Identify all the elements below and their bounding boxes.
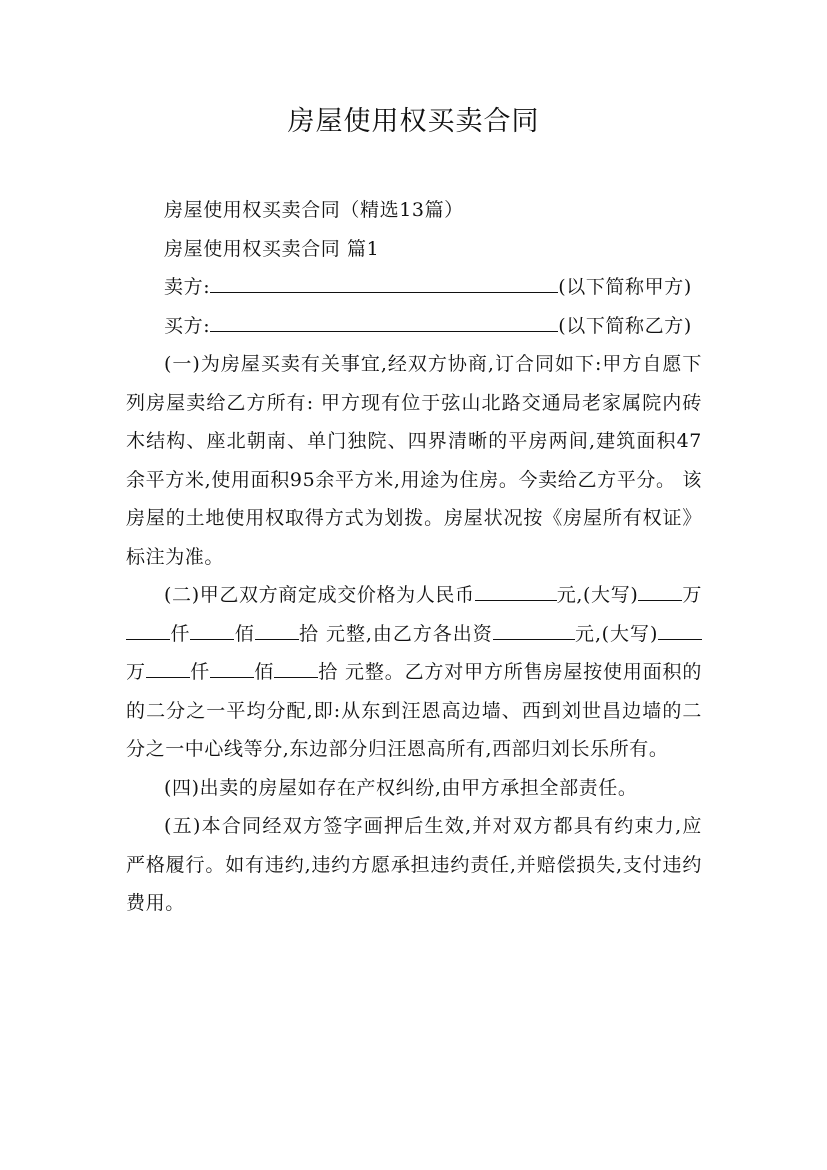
seller-line — [126, 268, 702, 307]
document-body — [126, 191, 702, 923]
buyer-label: 买方: — [164, 314, 211, 337]
price-blank — [475, 580, 557, 601]
shi-blank — [255, 619, 299, 640]
document-title: 房屋使用权买卖合同 — [287, 106, 540, 137]
unit-bai: 佰 — [253, 661, 275, 683]
clause-5: (五)本合同经双方签字画押后生效,并对双方都具有约束力,应严格履行。如有违约,违约方愿承担违约责任,并赔偿损失,支付违约费用。 — [126, 815, 702, 914]
contribution-blank — [493, 619, 575, 640]
seller-suffix: (以下简称甲方) — [558, 276, 692, 298]
unit-shi: 拾 — [318, 661, 339, 683]
unit-wan: 万 — [682, 584, 702, 606]
qian-blank-2 — [146, 657, 190, 678]
seller-blank — [210, 272, 558, 293]
buyer-line — [126, 307, 702, 346]
buyer-blank — [210, 311, 558, 332]
clause-2-text: (二)甲乙双方商定成交价格为人民币 — [164, 584, 475, 606]
bai-blank-2 — [210, 657, 254, 678]
buyer-suffix: (以下简称乙方) — [558, 314, 692, 337]
shi-blank-2 — [274, 657, 318, 678]
clause-2-text: 元,(大写) — [556, 584, 639, 606]
unit-shi: 拾 — [298, 622, 319, 645]
clause-2 — [126, 576, 702, 769]
unit-qian: 仟 — [170, 622, 191, 645]
seller-label: 卖方: — [164, 276, 211, 298]
clause-2-text: 乙方对甲方所售房屋按使用面积的的二分之一平均分配,即:从东到汪恩高边墙、西到刘世昌边墙的二分之一中心线等分,东边部分归汪恩高所有,西部归刘长乐所有。 — [126, 661, 702, 760]
wan-blank — [638, 580, 682, 601]
clause-1: (一)为房屋买卖有关事宜,经双方协商,订合同如下:甲方自愿下列房屋卖给乙方所有: 甲方现有位于弦山北路交通局老家属院内砖木结构、座北朝南、单门独院、四界清晰的平房两间,建筑面积47余平方米,使用面积95余平方米,用途为住房。今卖给乙方平分。 该房屋的土地使用权取得方式为划拨。房屋状况按《房屋所有权证》标注为准。 — [126, 353, 702, 568]
section-heading: 房屋使用权买卖合同 篇1 — [164, 237, 380, 260]
clause-2-text: 元整,由乙方各出资 — [318, 622, 493, 645]
unit-bai: 佰 — [234, 622, 255, 645]
subtitle: 房屋使用权买卖合同（精选13篇） — [164, 199, 464, 221]
qian-blank — [126, 619, 170, 640]
unit-wan: 万 — [126, 661, 146, 683]
bai-blank — [190, 619, 234, 640]
clause-2-text: 元,(大写) — [574, 622, 658, 645]
clause-2-text: 元整。 — [338, 661, 405, 683]
wan-blank-2 — [658, 619, 702, 640]
clause-4: (四)出卖的房屋如存在产权纠纷,由甲方承担全部责任。 — [164, 776, 638, 799]
unit-qian: 仟 — [189, 661, 210, 683]
